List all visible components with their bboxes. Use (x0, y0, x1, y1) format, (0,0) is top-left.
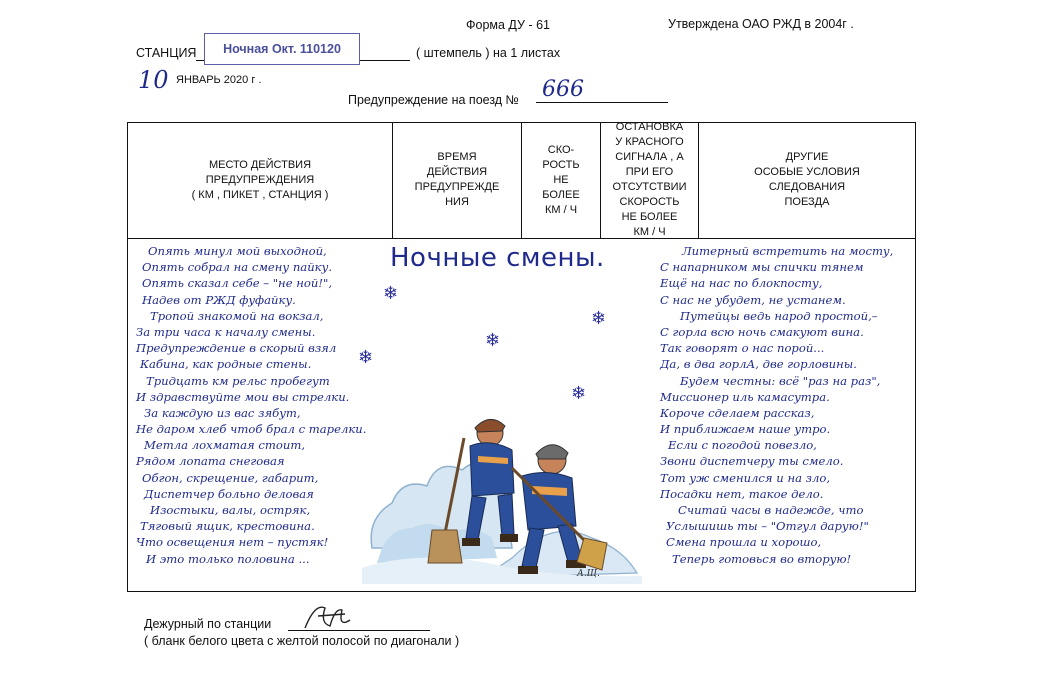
poem-line: Так говорят о нас порой... (660, 341, 825, 356)
poem-line: Тяговый ящик, крестовина. (140, 519, 315, 534)
poem-line: Диспетчер больно деловая (144, 486, 314, 501)
poem-line: С напарником мы спички тянем (660, 260, 864, 275)
poem-line: Опять сказал себе – "не ной!", (142, 276, 333, 291)
poem-line: Услышишь ты – "Отгул дарую!" (666, 519, 869, 534)
poem-line: Кабина, как родные стены. (140, 357, 312, 372)
stamp-suffix: ( штемпель ) на 1 листах (416, 46, 561, 60)
poem-line: Звони диспетчеру ты смело. (660, 454, 844, 469)
poem-line: Да, в два горлА, две горловины. (660, 357, 857, 372)
poem-left-column (136, 243, 366, 567)
poem-line: Если с погодой повезло, (668, 438, 817, 453)
poem-line: И здравствуйте мои вы стрелки. (136, 389, 350, 404)
station-label: СТАНЦИЯ (136, 46, 197, 60)
poem-line: Что освещения нет – пустяк! (136, 535, 329, 550)
poem-line: Путейцы ведь народ простой,– (680, 308, 878, 323)
poem-line: Метла лохматая стоит, (144, 438, 306, 453)
handwritten-signature (300, 598, 360, 638)
snowflake-icon: ❄ (358, 347, 374, 367)
poem-line: Тридцать км рельс пробегут (146, 373, 330, 388)
train-number: 666 (542, 77, 584, 102)
date-month-year: ЯНВАРЬ 2020 г . (176, 74, 262, 86)
poem-line: И приближаем наше утро. (660, 422, 831, 437)
snow-workers-illustration (362, 398, 654, 588)
poem-line: Опять собрал на смену пайку. (142, 260, 333, 275)
poem-line: Изостыки, валы, остряк, (150, 503, 311, 517)
col-header-other: ДРУГИЕ ОСОБЫЕ УСЛОВИЯ СЛЕДОВАНИЯ ПОЕЗДА (754, 151, 860, 208)
poem-line: И это только половина ... (146, 551, 310, 566)
warning-label: Предупреждение на поезд № (348, 93, 519, 107)
poem-line: Считай часы в надежде, что (678, 503, 864, 517)
snowflake-icon: ❄ (591, 308, 607, 328)
col-header-place: МЕСТО ДЕЙСТВИЯ ПРЕДУПРЕЖДЕНИЯ ( КМ , ПИКЕТ , СТАНЦИЯ ) (191, 158, 329, 201)
poem-line: За каждую из вас зябут, (144, 405, 301, 420)
poem-line: Предупреждение в скорый взял (136, 341, 337, 356)
poem-line: Миссионер иль камасутра. (660, 389, 830, 404)
col-header-stop: ОСТАНОВКА У КРАСНОГО СИГНАЛА , А ПРИ ЕГО ОТСУТСТВИИ СКОРОСТЬ НЕ БОЛЕЕ КМ / Ч (612, 121, 687, 238)
col-header-speed: СКО- РОСТЬ НЕ БОЛЕЕ КМ / Ч (542, 143, 580, 216)
snowflake-icon: ❄ (571, 383, 587, 403)
form-label: Форма ДУ - 61 (466, 18, 550, 32)
poem-line: Посадки нет, такое дело. (660, 486, 824, 501)
date-day: 10 (138, 66, 169, 94)
snowflake-icon: ❄ (485, 330, 501, 350)
train-number-underline (536, 102, 668, 103)
poem-line: Короче сделаем рассказ, (660, 405, 815, 420)
poem-line: Ещё на нас по блокпосту, (660, 276, 823, 291)
poem-line: С нас не убудет, не устанем. (660, 292, 846, 307)
poem-line: Опять минул мой выходной, (148, 244, 327, 258)
poem-line: Надев от РЖД фуфайку. (142, 292, 296, 307)
artist-signature: А.Щ. (577, 569, 600, 579)
poem-line: Обгон, скрещение, габарит, (142, 470, 319, 485)
poem-line: Тот уж сменился и на зло, (660, 470, 831, 485)
poem-right-column (660, 243, 893, 567)
poem-line: За три часа к началу смены. (136, 324, 316, 339)
poem-line: Не даром хлеб чтоб брал с тарелки. (136, 422, 367, 437)
poem-line: Литерный встретить на мосту, (682, 244, 894, 258)
poem-line: Смена прошла и хорошо, (666, 535, 822, 550)
poem-title: Ночные смены. (390, 243, 605, 273)
approval-note: Утверждена ОАО РЖД в 2004г . (668, 17, 854, 31)
station-stamp: Ночная Окт. 110120 (204, 33, 360, 65)
form-note: ( бланк белого цвета с желтой полосой по диагонали ) (144, 634, 460, 648)
duty-officer-label: Дежурный по станции (144, 617, 272, 631)
poem-line: Теперь готовься во вторую! (672, 551, 852, 566)
poem-line: С горла всю ночь смакуют вина. (660, 324, 864, 339)
poem-line: Тропой знакомой на вокзал, (150, 308, 324, 323)
snowflake-icon: ❄ (383, 283, 399, 303)
col-header-time: ВРЕМЯ ДЕЙСТВИЯ ПРЕДУПРЕЖДЕ НИЯ (414, 151, 500, 208)
poem-line: Будем честны: всё "раз на раз", (680, 373, 881, 388)
poem-line: Рядом лопата снеговая (136, 454, 285, 469)
